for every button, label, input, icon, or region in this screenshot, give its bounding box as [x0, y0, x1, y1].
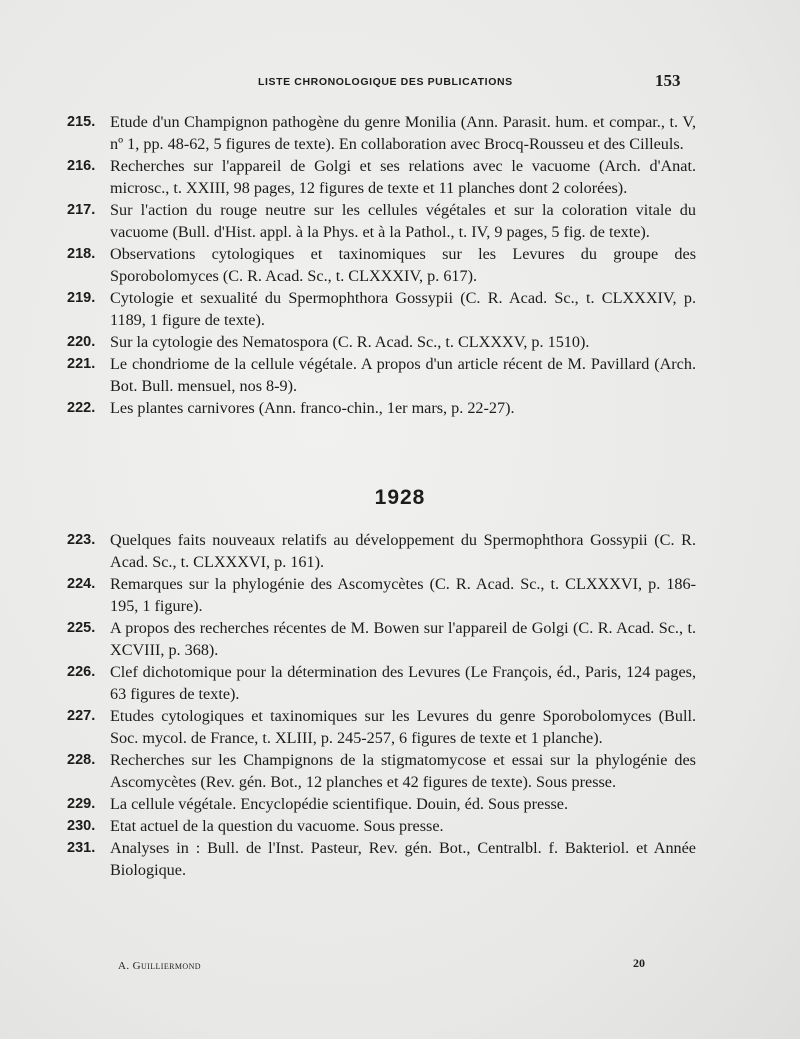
list-item [0, 793, 800, 815]
entry-number: 220. [67, 334, 96, 350]
entry-text: Quelques faits nouveaux relatifs au développement du Spermophthora Gossypii (C. R. Acad. Sc., t. CLXXXVI, p. 161). [110, 531, 696, 571]
list-item [0, 111, 800, 155]
entry-number: 224. [67, 576, 96, 592]
entry-text: Etat actuel de la question du vacuome. Sous presse. [110, 817, 444, 835]
list-item [0, 705, 800, 749]
list-item [0, 155, 800, 199]
list-item [0, 749, 800, 793]
entry-number: 218. [67, 246, 96, 262]
list-item [0, 573, 800, 617]
entry-text: Recherches sur l'appareil de Golgi et ses relations avec le vacuome (Arch. d'Anat. microsc., t. XXIII, 98 pages, 12 figures de texte et 11 planches dont 2 colorées). [110, 157, 696, 197]
entry-text: Le chondriome de la cellule végétale. A propos d'un article récent de M. Pavillard (Arch. Bot. Bull. mensuel, nos 8-9). [110, 355, 696, 395]
entry-number: 226. [67, 664, 96, 680]
entry-number: 229. [67, 796, 96, 812]
entry-number: 219. [67, 290, 96, 306]
entry-text: Sur la cytologie des Nematospora (C. R. Acad. Sc., t. CLXXXV, p. 1510). [110, 333, 590, 351]
page-number: 153 [655, 71, 681, 90]
footer-signature-mark: 20 [633, 956, 645, 970]
entry-text: Clef dichotomique pour la détermination des Levures (Le François, éd., Paris, 124 pages, 63 figures de texte). [110, 663, 696, 703]
entry-number: 227. [67, 708, 96, 724]
entry-number: 228. [67, 752, 96, 768]
entry-number: 217. [67, 202, 96, 218]
list-item [0, 815, 800, 837]
list-item [0, 353, 800, 397]
list-item [0, 397, 800, 419]
publication-list-1927 [0, 111, 800, 419]
list-item [0, 331, 800, 353]
publication-list-1928 [0, 529, 800, 881]
entry-text: Observations cytologiques et taxinomiques sur les Levures du groupe des Sporobolomyces (C. R. Acad. Sc., t. CLXXXIV, p. 617). [110, 245, 696, 285]
footer-author: A. Guilliermond [118, 960, 201, 972]
entry-text: Sur l'action du rouge neutre sur les cellules végétales et sur la coloration vitale du vacuome (Bull. d'Hist. appl. à la Phys. et à la Pathol., t. IV, 9 pages, 5 fig. de texte). [110, 201, 696, 241]
entry-number: 221. [67, 356, 96, 372]
entry-text: Cytologie et sexualité du Spermophthora Gossypii (C. R. Acad. Sc., t. CLXXXIV, p. 1189, 1 figure de texte). [110, 289, 696, 329]
entry-text: Recherches sur les Champignons de la stigmatomycose et essai sur la phylogénie des Ascomycètes (Rev. gén. Bot., 12 planches et 42 figures de texte). Sous presse. [110, 751, 696, 791]
entry-text: Les plantes carnivores (Ann. franco-chin., 1er mars, p. 22-27). [110, 399, 515, 417]
list-item [0, 529, 800, 573]
list-item [0, 287, 800, 331]
entry-text: La cellule végétale. Encyclopédie scientifique. Douin, éd. Sous presse. [110, 795, 569, 813]
entry-text: Remarques sur la phylogénie des Ascomycètes (C. R. Acad. Sc., t. CLXXXVI, p. 186-195, 1 figure). [110, 575, 696, 615]
list-item [0, 617, 800, 661]
list-item [0, 837, 800, 881]
entry-text: A propos des recherches récentes de M. Bowen sur l'appareil de Golgi (C. R. Acad. Sc., t. XCVIII, p. 368). [110, 619, 696, 659]
entry-number: 223. [67, 532, 96, 548]
entry-number: 231. [67, 840, 96, 856]
entry-text: Etude d'un Champignon pathogène du genre Monilia (Ann. Parasit. hum. et compar., t. V, nº 1, pp. 48-62, 5 figures de texte). En collaboration avec Brocq-Rousseu et des Cilleuls. [110, 113, 696, 153]
entry-number: 222. [67, 400, 96, 416]
year-heading: 1928 [374, 486, 426, 509]
list-item [0, 199, 800, 243]
entry-number: 215. [67, 114, 96, 130]
entry-text: Analyses in : Bull. de l'Inst. Pasteur, Rev. gén. Bot., Centralbl. f. Bakteriol. et Année Biologique. [110, 839, 696, 879]
list-item [0, 243, 800, 287]
entry-text: Etudes cytologiques et taxinomiques sur les Levures du genre Sporobolomyces (Bull. Soc. mycol. de France, t. XLIII, p. 245-257, 6 figures de texte et 1 planche). [110, 707, 696, 747]
entry-number: 225. [67, 620, 96, 636]
entry-number: 216. [67, 158, 96, 174]
list-item [0, 661, 800, 705]
entry-number: 230. [67, 818, 96, 834]
running-head: LISTE CHRONOLOGIQUE DES PUBLICATIONS [258, 76, 513, 88]
